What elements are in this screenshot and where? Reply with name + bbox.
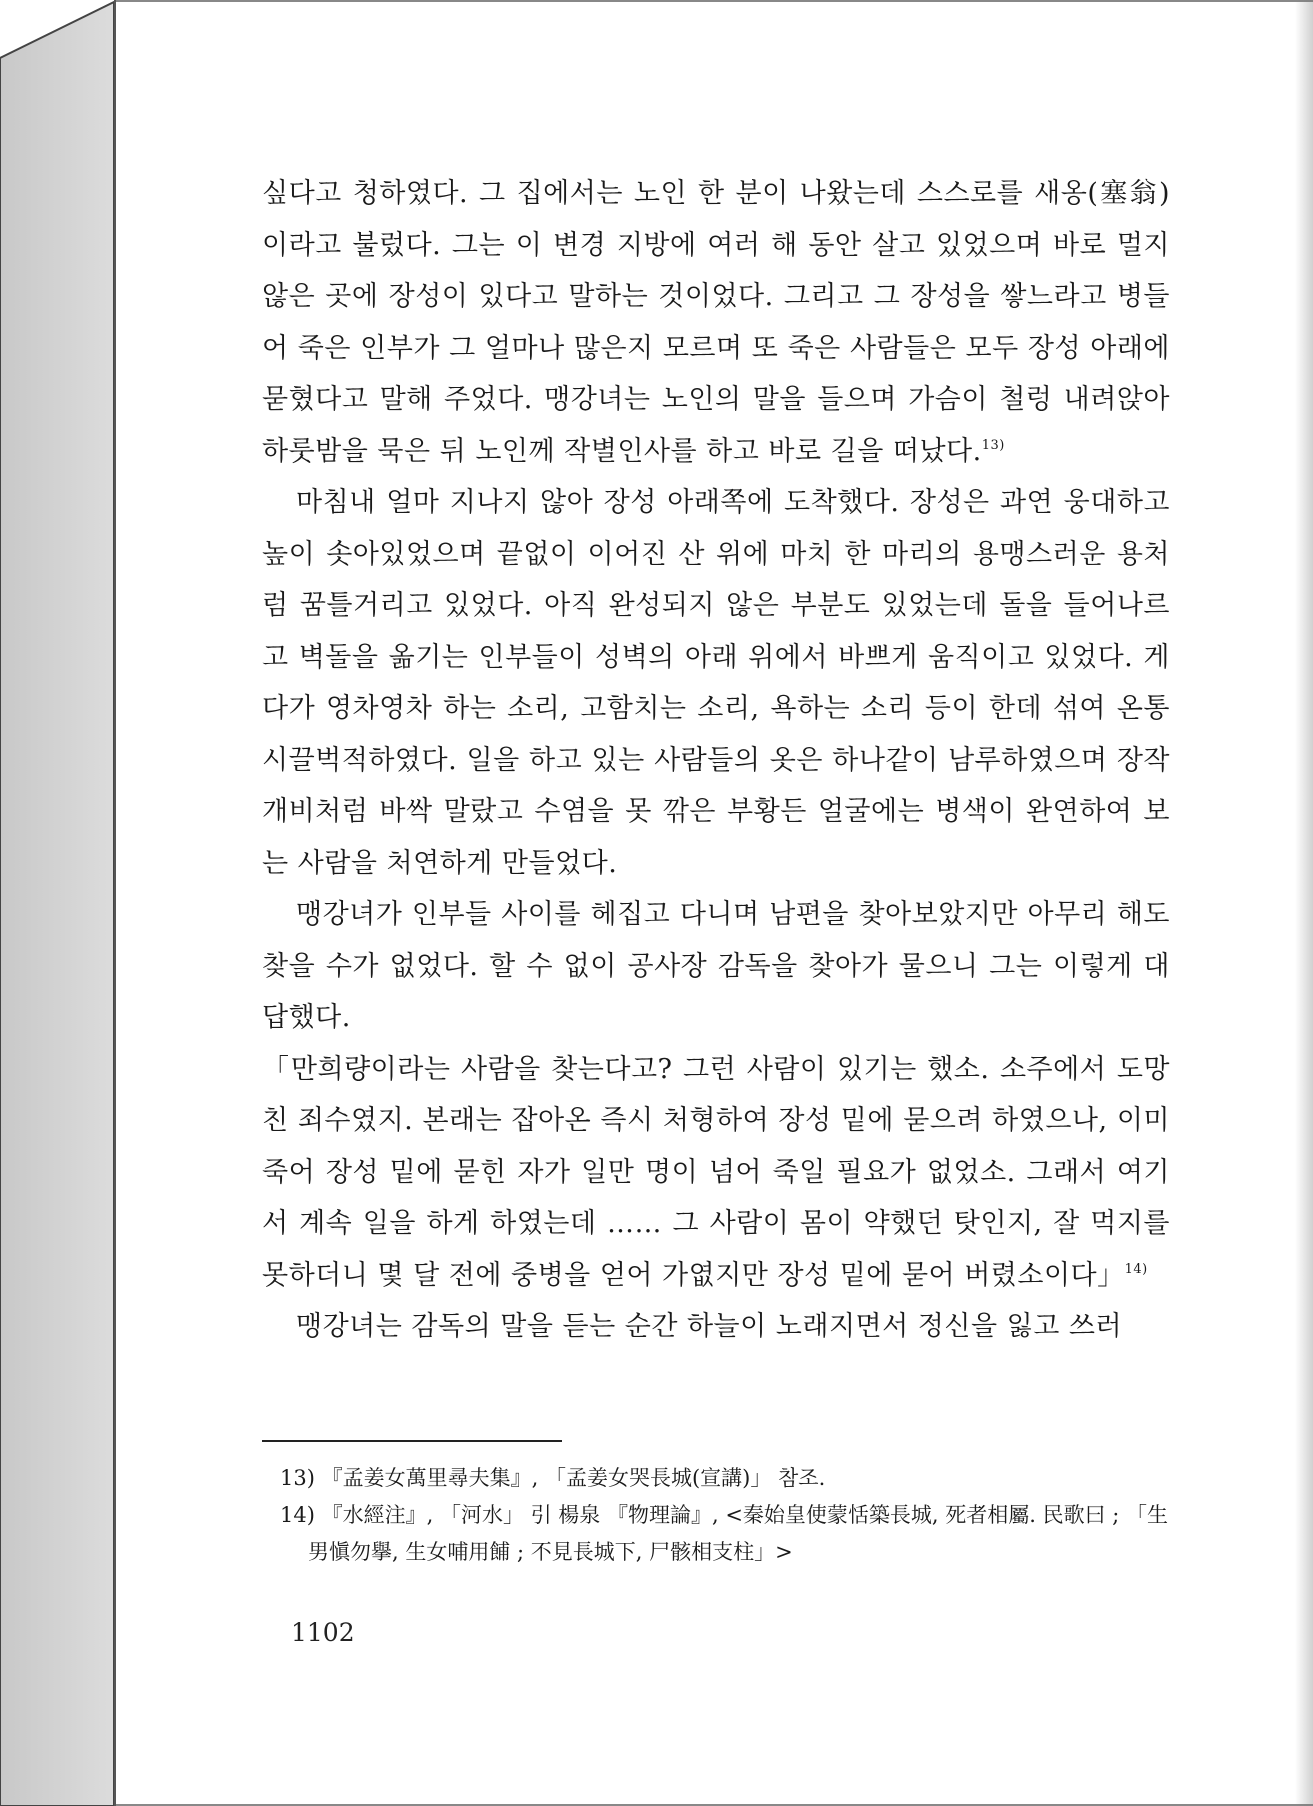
footnote-divider xyxy=(262,1440,562,1442)
page-top-border xyxy=(116,0,1313,2)
footnote-13: 13) 『孟姜女萬里尋夫集』, 「孟姜女哭長城(宣講)」 참조. xyxy=(280,1466,826,1490)
paragraph-3: 맹강녀가 인부들 사이를 헤집고 다니며 남편을 찾아보았지만 아무리 해도 찾을 수가 없었다. 할 수 없이 공사장 감독을 찾아가 물으니 그는 이렇게 대답했다. xyxy=(262,899,1170,1033)
page-number: 1102 xyxy=(291,1618,355,1647)
footnote-ref-14: 14) xyxy=(1124,1261,1148,1277)
paragraph-1: 싶다고 청하였다. 그 집에서는 노인 한 분이 나왔는데 스스로를 새옹(塞翁)이라고 불렀다. 그는 이 변경 지방에 여러 해 동안 살고 있었으며 바로 멀지 않은 곳에 장성이 있다고 말하는 것이었다. 그리고 그 장성을 쌓느라고 병들어 죽은 인부가 그 얼마나 많은지 모르며 또 죽은 사람들은 모두 장성 아래에 묻혔다고 말해 주었다. 맹강녀는 노인의 말을 들으며 가슴이 철렁 내려앉아 하룻밤을 묵은 뒤 노인께 작별인사를 하고 바로 길을 떠났다.$^{13)}$ xyxy=(262,178,1170,467)
footnote-ref-13: 13) xyxy=(981,437,1005,453)
footnotes xyxy=(280,1460,1170,1571)
page-shadow xyxy=(1295,0,1313,1806)
footnote-14: 14) 『水經注』, 「河水」 引 楊泉 『物理論』, <秦始皇使蒙恬築長城, 死者相屬. 民歌曰 ; 「生男愼勿擧, 生女哺用餔 ; 不見長城下, 尸骸相支柱」> xyxy=(280,1503,1169,1564)
body-text xyxy=(262,168,1170,1353)
paragraph-4-quote: 「만희량이라는 사람을 찾는다고? 그런 사람이 있기는 했소. 소주에서 도망친 죄수였지. 본래는 잡아온 즉시 처형하여 장성 밑에 묻으려 하였으나, 이미 죽어 장성 밑에 묻힌 자가 일만 명이 넘어 죽일 필요가 없었소. 그래서 여기서 계속 일을 하게 하였는데 …… 그 사람이 몸이 약했던 탓인지, 잘 먹지를 못하더니 몇 달 전에 중병을 얻어 가엾지만 장성 밑에 묻어 버렸소이다」$^{14)}$ xyxy=(262,1053,1170,1291)
paragraph-5: 맹강녀는 감독의 말을 듣는 순간 하늘이 노래지면서 정신을 잃고 쓰러 xyxy=(296,1311,1123,1342)
paragraph-2: 마침내 얼마 지나지 않아 장성 아래쪽에 도착했다. 장성은 과연 웅대하고 높이 솟아있었으며 끝없이 이어진 산 위에 마치 한 마리의 용맹스러운 용처럼 꿈틀거리고 있었다. 아직 완성되지 않은 부분도 있었는데 돌을 들어나르고 벽돌을 옮기는 인부들이 성벽의 아래 위에서 바쁘게 움직이고 있었다. 게다가 영차영차 하는 소리, 고함치는 소리, 욕하는 소리 등이 한데 섞여 온통 시끌벅적하였다. 일을 하고 있는 사람들의 옷은 하나같이 남루하였으며 장작개비처럼 바싹 말랐고 수염을 못 깎은 부황든 얼굴에는 병색이 완연하여 보는 사람을 처연하게 만들었다. xyxy=(262,487,1170,879)
book-edge xyxy=(0,0,116,1806)
